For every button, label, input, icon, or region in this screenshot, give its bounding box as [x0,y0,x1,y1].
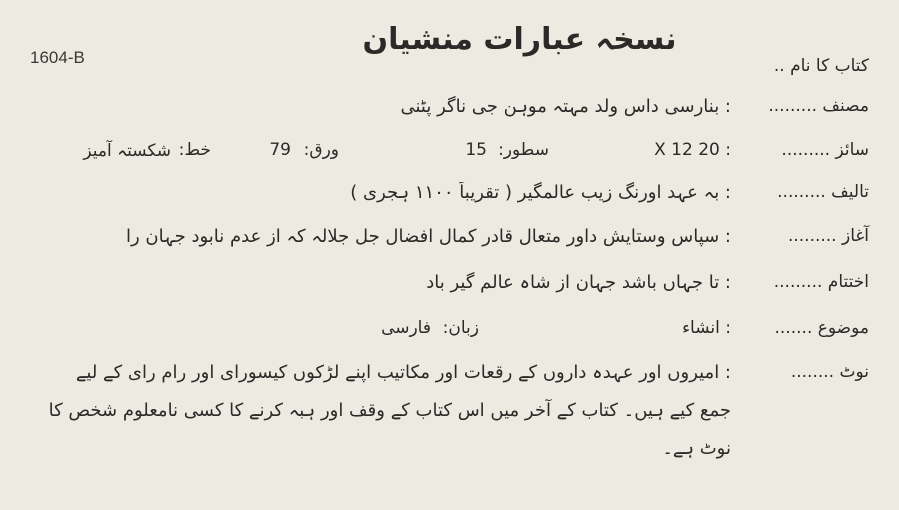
lines-value: 15 [465,140,487,160]
note-text [20,354,731,468]
size-label: سائز ......... [781,140,869,160]
size-value: : 20 X 12 [654,140,731,160]
author-label: مصنف ......... [768,96,869,116]
lines-label: سطور: [498,140,549,160]
subject-label: موضوع ....... [774,318,869,338]
author-value: : بنارسی داس ولد مہتہ موہن جی ناگر پٹنی [400,96,731,117]
note-line: نوٹ ہے۔ [662,438,731,459]
compiled-value: : بہ عہد اورنگ زیب عالمگیر ( تقریباً ۱۱۰۰ ہجری ) [350,182,731,203]
manuscript-title: نسخہ عبارات منشیان [362,22,677,57]
beginning-value: : سپاس وستایش داور متعال قادر کمال افضال جل جلالہ کہ از عدم نابود جہان را [125,226,731,247]
language-value: فارسی [381,318,431,338]
size-row [0,140,899,174]
compiled-row [0,182,899,216]
author-row [0,96,899,130]
beginning-row [0,226,899,260]
note-line: : امیروں اور عہدہ داروں کے رقعات اور مکاتیب اپنے لڑکوں کیسورای اور رام رای کے لیے [75,362,731,383]
beginning-label: آغاز ......... [787,226,869,246]
script-value: شکستہ آمیز [83,141,171,161]
compiled-label: تالیف ......... [777,182,869,202]
note-line: جمع کیے ہیں۔ کتاب کے آخر میں اس کتاب کے وقف اور ہبہ کرنے کا کسی نامعلوم شخص کا [48,400,731,421]
subject-value: : انشاء [682,318,731,338]
ending-label: اختتام ......... [773,272,869,292]
ending-value: : تا جہاں باشد جہان از شاہ عالم گیر باد [426,272,731,293]
book-name-row [0,56,899,90]
language-label: زبان: [442,318,479,338]
script-label: خط: [178,140,211,160]
leaves-label: ورق: [303,140,339,160]
note-label: نوٹ ........ [790,362,869,382]
ending-row [0,272,899,306]
leaves-value: 79 [269,140,291,160]
catalog-number: 1604-B [30,48,85,67]
book-name-label: کتاب کا نام .. [773,56,869,76]
subject-row [0,318,899,352]
